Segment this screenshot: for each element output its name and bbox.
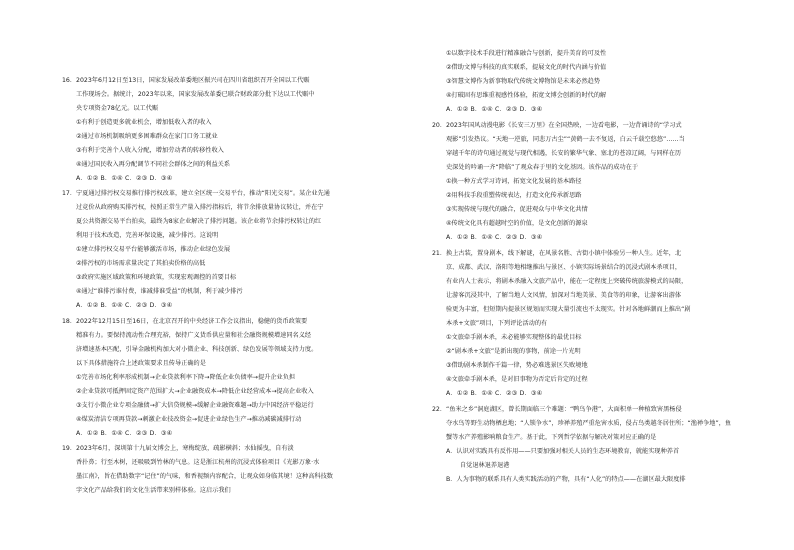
text-line: 自觉退林退养退港 [460,462,510,469]
text-line: 过竞价从政府购买排污权，按照正常生产量入排污指标后，将节余排放量协议转让，并在宁 [76,204,324,211]
text-line: 穿越千年的诗句通过视觉与现代相遇，长安的繁华气象、塞北的苍凉辽阔，与同样在历 [446,150,682,157]
text-line: 墨江南》，旨在借助数字“记住”的气味，和香视频内容配合，让观众如身临其境！这种高科技数 [76,473,333,480]
text-line: 香扑鼻；行至木树，还吸吸到竹林的气息。这是浙江杭州的沉浸式体验项目《光影万象·水 [76,459,320,466]
answer-options: A．①② B．①④ C．②③ D．③④ [446,234,543,241]
text-line: ①换一种方式学习诗词，拓宽文化发展的基本路径 [446,178,582,185]
text-line: 20．2023年国风动漫电影《长安三万里》在全国热映，一边看电影，一边背诵诗的“学习式 [432,122,682,129]
text-line: ④传统文化具有超越时空的价值，是文化创新的源泉 [446,220,588,227]
text-line: ④通过“谁排污谁付费，谁减排谁受益”的机制，利于减少排污 [76,288,243,295]
text-line: 蟹等水产养殖影响粮食生产。基于此，下列哲学依据与解决对策对应正确的是 [446,434,657,441]
text-line: ②“剧本杀+文旅”是新出现的事物，前途一片光明 [446,348,581,355]
text-line: ②通过市场机制吸纳更多困难群众在家门口务工就业 [76,133,218,140]
text-line: ④煤炭清洁专项再贷款→刺激企业技改资金→促进企业绿色生产→推动减碳减排行动 [76,416,302,423]
text-line: ②用科技手段重塑传统表达，打造文化传承新思路 [446,192,582,199]
text-line: 18．2022年12月15日至16日，在北京召开的中央经济工作会议指出，稳健的货币政策要 [62,318,308,325]
text-line: 精准有力。要保持流动性合理充裕，保持广义货币供应量和社会融资规模增速同名义经 [76,332,312,339]
text-line: ③智慧文博作为新事物取代传统文博物馆是未来必然趋势 [446,78,601,85]
text-line: 验更为丰富，但短期内提景区规划而实现大量引流也不太现实。针对各地鲜潮而上推出“剧 [446,306,691,313]
text-line: 19．2023年6月，深圳第十九届文博会上，寒梅绽放，疏影横斜；水仙摇曳，自有淡 [62,445,294,452]
text-line: ③支行小微企业专项金融债→扩大信贷规模→缓解企业融资难题→助力中国经济平稳运行 [76,402,314,409]
text-line: ④通过国民收入再分配调节不同社会群体之间的利益关系 [76,161,231,168]
text-line: 有业内人士表示，将剧本杀融入文旅产品中，能在一定程度上突破传统旅游模式的局限， [446,278,688,285]
text-line: 16．2023年6月12日至13日，国家发展改革委地区振兴司在四川省组织召开全国以工代赈 [62,77,310,84]
text-line: ①以数字技术手段进行精准融合与创新，提升美育的可及性 [446,50,607,57]
text-line: ③实现传统与现代的融合，促进观众与中华文化共情 [446,206,588,213]
text-line: ①文旅牵手剧本杀，未必能够实现整体的最优目标 [446,334,582,341]
text-line: 观影”引发热议。“天地一逆旅，同悲万古尘”“黄鹤一去不复返，白云千载空悠悠”……当 [446,136,685,143]
text-line: 史深处的吟诵一齐“降临”了观众春于里的文化基因。该作品的成功在于 [446,164,639,171]
text-line: ①建立排污权交易平台能够激活市场，推动企业绿色发展 [76,246,231,253]
text-line: ②排污权的市场需求量决定了其拍卖价格的高低 [76,260,206,267]
text-line: 京、成都、武汉、洛阳等地相继推出与景区、小镇实际场景结合的沉浸式剧本杀项目， [446,264,682,271]
text-line: A．认识对实践具有反作用——只要加强对相关人员的生态环境教育，就能实现种养首 [446,448,680,455]
text-line: ②借助文博与科技的真实联系，提展文化的时代内涵与价值 [446,64,607,71]
answer-options: A．①② B．①④ C．②③ D．③④ [76,302,173,309]
text-line: 22．“鱼米之乡”洞庭湖区，曾长期面临三个难题：“鸭鸟争港”，大面积单一种植致害黑杨侵 [432,406,682,413]
text-line: ③有利于完善个人收入分配，增加劳动者的转移性收入 [76,147,224,154]
text-line: ②企业贷款可抵押固定资产范围扩大→企业融资成本→降低企业经营成本→提高企业收入 [76,388,314,395]
text-line: 21．换上古装，置身剧本，线下解谜，在风景名胜、古街小镇中体验另一种人生。近年，北 [432,250,682,257]
text-line: ①有利于创造更多就业机会，增加低收入者的收入 [76,119,212,126]
text-line: B．人为事物的联系具有人类实践活动的产物，具有“人化”的特点——在湖区最大限度排 [446,476,686,483]
text-line: ④文旅牵手剧本杀，是对旧事物为否定后肯定的过程 [446,376,588,383]
text-line: 让游客沉浸其中，了解当地人文风情，加深对当地美景、美食等的印象，让游客出游体 [446,292,682,299]
text-line: 以下具体措施符合上述政策要求且传导正确的是 [76,360,206,367]
text-line: 夺水鸟等野生动物栖息地；“人锁争水”，珍禅养殖严重危害水质，侵占鸟类越冬居住所；“渔禅争地”，鱼 [446,420,732,427]
text-line: 工作现场会。据统计，2023年以来，国家发展改革委已联合财政部分批下达以工代赈中 [76,91,315,98]
answer-options: A．①② B．①④ C．②③ D．③④ [446,106,543,113]
text-line: ④打破固有思维重视感性体验，拓宽文博会创新的时代的解 [446,92,607,99]
answer-options: A．①② B．①④ C．②③ D．③④ [446,390,543,397]
text-line: ①完善市场化利率形成机制→企业贷款利率下降→降低企业负债率→提升企业负担 [76,374,296,381]
answer-options: A．①② B．①④ C．②③ D．③④ [76,430,173,437]
text-line: 17．宁夏通过排污权交易推行排污权改革，建立全区统一交易平台，推动“阳光交易”。某企业先通 [62,190,330,197]
text-line: 央专项资金78亿元。以工代赈 [76,105,159,112]
text-line: ③政府实施区域政策和环境政策，实现宏观调控的首要目标 [76,274,237,281]
answer-options: A．①② B．①④ C．②③ D．③④ [76,175,173,182]
text-line: 济增速基本匹配，引导金融机构加大对小微企业、科技创新、绿色发展等领域支持力度。 [76,346,318,353]
text-line: 夏公共资源交易平台拍卖，最终为8家企业解决了排污问题。该企业将节余排污权转让的红 [76,218,322,225]
text-line: ③借助剧本杀制作千篇一律，势必难逃景区失败境地 [446,362,588,369]
text-line: 利用于技术改造，完善环保设施，减少排污。这说明 [76,232,219,239]
text-line: 字文化产品给我们的文化生活带来别样体验。这启示我们 [76,487,231,494]
text-line: 本杀+文旅”项目，下列评论活动的有 [446,320,548,327]
